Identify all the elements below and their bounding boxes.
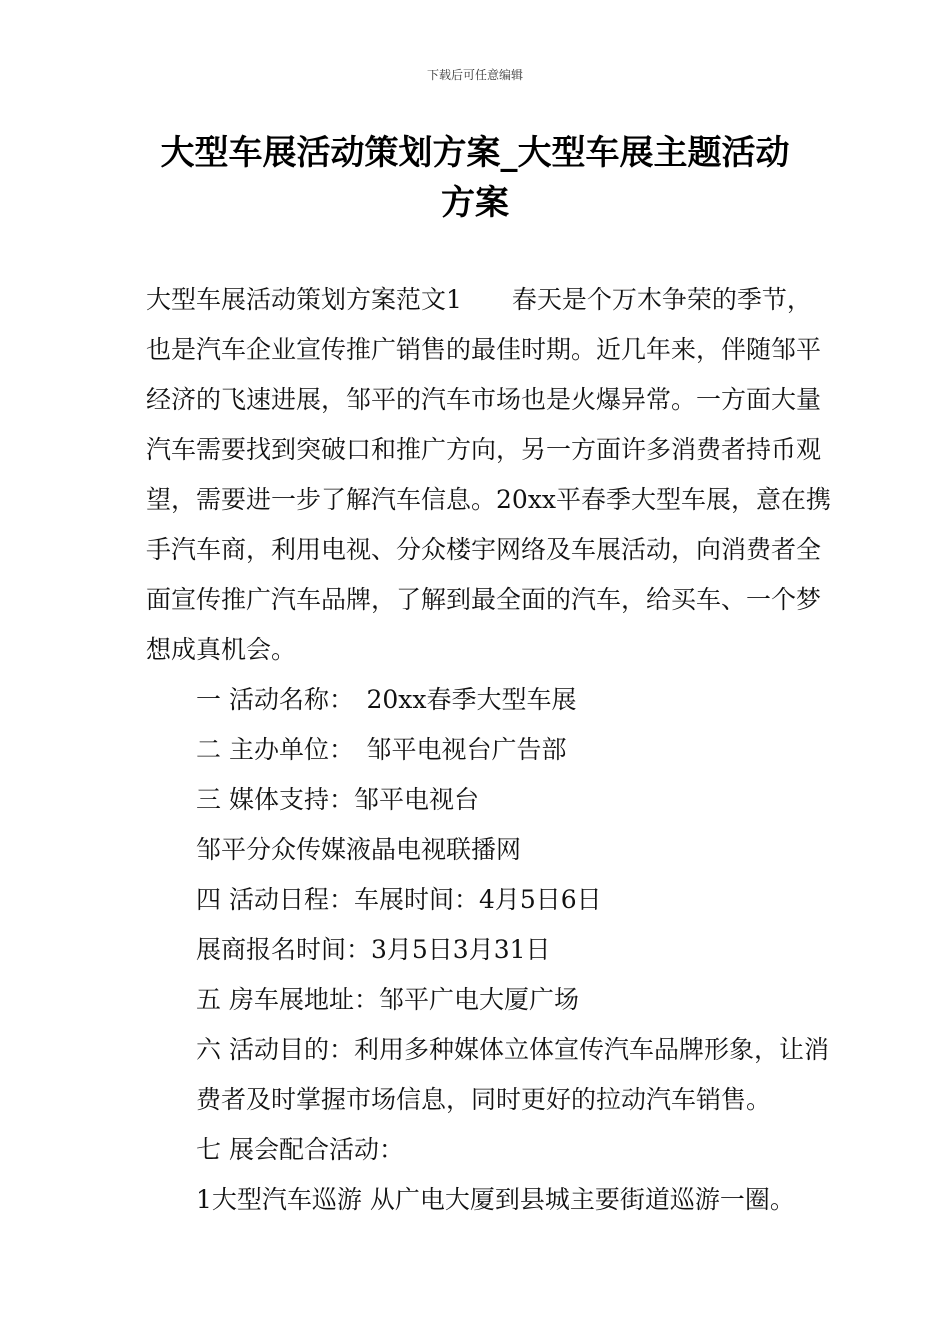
paragraph-activities-heading: 七 展会配合活动：	[196, 1135, 404, 1164]
paragraph-media-support: 三 媒体支持：邹平电视台	[196, 785, 479, 814]
paragraph-event-name: 一 活动名称： 20xx春季大型车展	[196, 685, 577, 714]
title-line-1: 大型车展活动策划方案_大型车展主题活动	[160, 133, 790, 173]
paragraph-media-network: 邹平分众传媒液晶电视联播网	[196, 835, 522, 864]
paragraph-registration: 展商报名时间：3月5日3月31日	[196, 935, 551, 964]
paragraph-parade: 1大型汽车巡游 从广电大厦到县城主要街道巡游一圈。	[196, 1185, 795, 1214]
paragraph-schedule: 四 活动日程：车展时间：4月5日6日	[196, 885, 602, 914]
document-title	[120, 128, 830, 228]
paragraph-purpose: 六 活动目的：利用多种媒体立体宣传汽车品牌形象，让消费者及时掌握市场信息，同时更好的拉动汽车销售。	[196, 1035, 829, 1114]
paragraph-venue: 五 房车展地址：邹平广电大厦广场	[196, 985, 579, 1014]
title-line-2: 方案	[441, 183, 509, 223]
paragraph-organizer: 二 主办单位： 邹平电视台广告部	[196, 735, 567, 764]
header-note: 下载后可任意编辑	[426, 68, 523, 82]
document-body	[146, 275, 836, 1225]
paragraph-intro: 大型车展活动策划方案范文1 春天是个万木争荣的季节，也是汽车企业宣传推广销售的最佳时期。近几年来，伴随邹平经济的飞速进展，邹平的汽车市场也是火爆异常。一方面大量汽车需要找到突破口和推广方向，另一方面许多消费者持币观望，需要进一步了解汽车信息。20xx平春季大型车展，意在携手汽车商，利用电视、分众楼宇网络及车展活动，向消费者全面宣传推广汽车品牌，了解到最全面的汽车，给买车、一个梦想成真机会。	[146, 285, 832, 664]
